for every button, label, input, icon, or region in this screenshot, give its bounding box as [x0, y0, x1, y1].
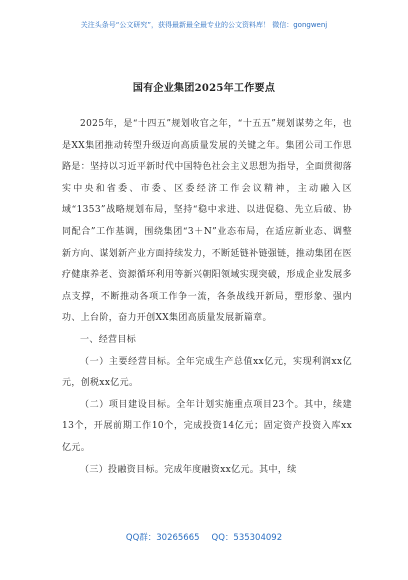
investment-financing-targets-paragraph: （三）投融资目标。完成年度融资xx亿元。其中，续 — [80, 464, 297, 475]
main-business-targets-paragraph: （一）主要经营目标。全年完成生产总值xx亿元，实现利润xx亿元，创税xx亿元。 — [62, 356, 352, 389]
section-heading-business-goals: 一、经营目标 — [80, 334, 137, 345]
header-banner: 关注头条号“公文研究”，获得最新最全最专业的公文资料库！ 微信：gongwenj — [80, 21, 328, 29]
intro-paragraph: 2025年，是“十四五”规划收官之年，“十五五”规划谋势之年，也是XX集团推动转型升级迈向高质量发展的关键之年。集团公司工作思路是：坚持以习近平新时代中国特色社会主义思想为指导，全面贯彻落实中央和省委、市委、区委经济工作会议精神，主动融入区域“1353”战略规划布局，坚持“稳中求进、以进促稳、先立后破、协同配合”工作基调，围绕集团“3＋N”业态布局，在适应新业态、调整新方向、谋划新产业方面持续发力，不断延链补链强链，推动集团在医疗健康养老、资源循环利用等新兴朝阳领域实现突破，形成企业发展多点支撑，不断推动各项工作争一流，各条战线开新局，塑形象、强内功、上台阶，奋力开创XX集团高质量发展新篇章。 — [62, 119, 352, 324]
document-body — [62, 114, 352, 481]
footer-contact — [0, 532, 408, 544]
document-title: 国有企业集团2025年工作要点 — [132, 83, 276, 94]
footer-qq-group: QQ群：30265665 — [125, 533, 200, 543]
footer-qq: QQ：535304092 — [211, 533, 283, 543]
project-construction-targets-paragraph: （二）项目建设目标。全年计划实施重点项目23个。其中，续建13个，开展前期工作10个，完成投资14亿元；固定资产投资入库xx亿元。 — [62, 399, 352, 453]
